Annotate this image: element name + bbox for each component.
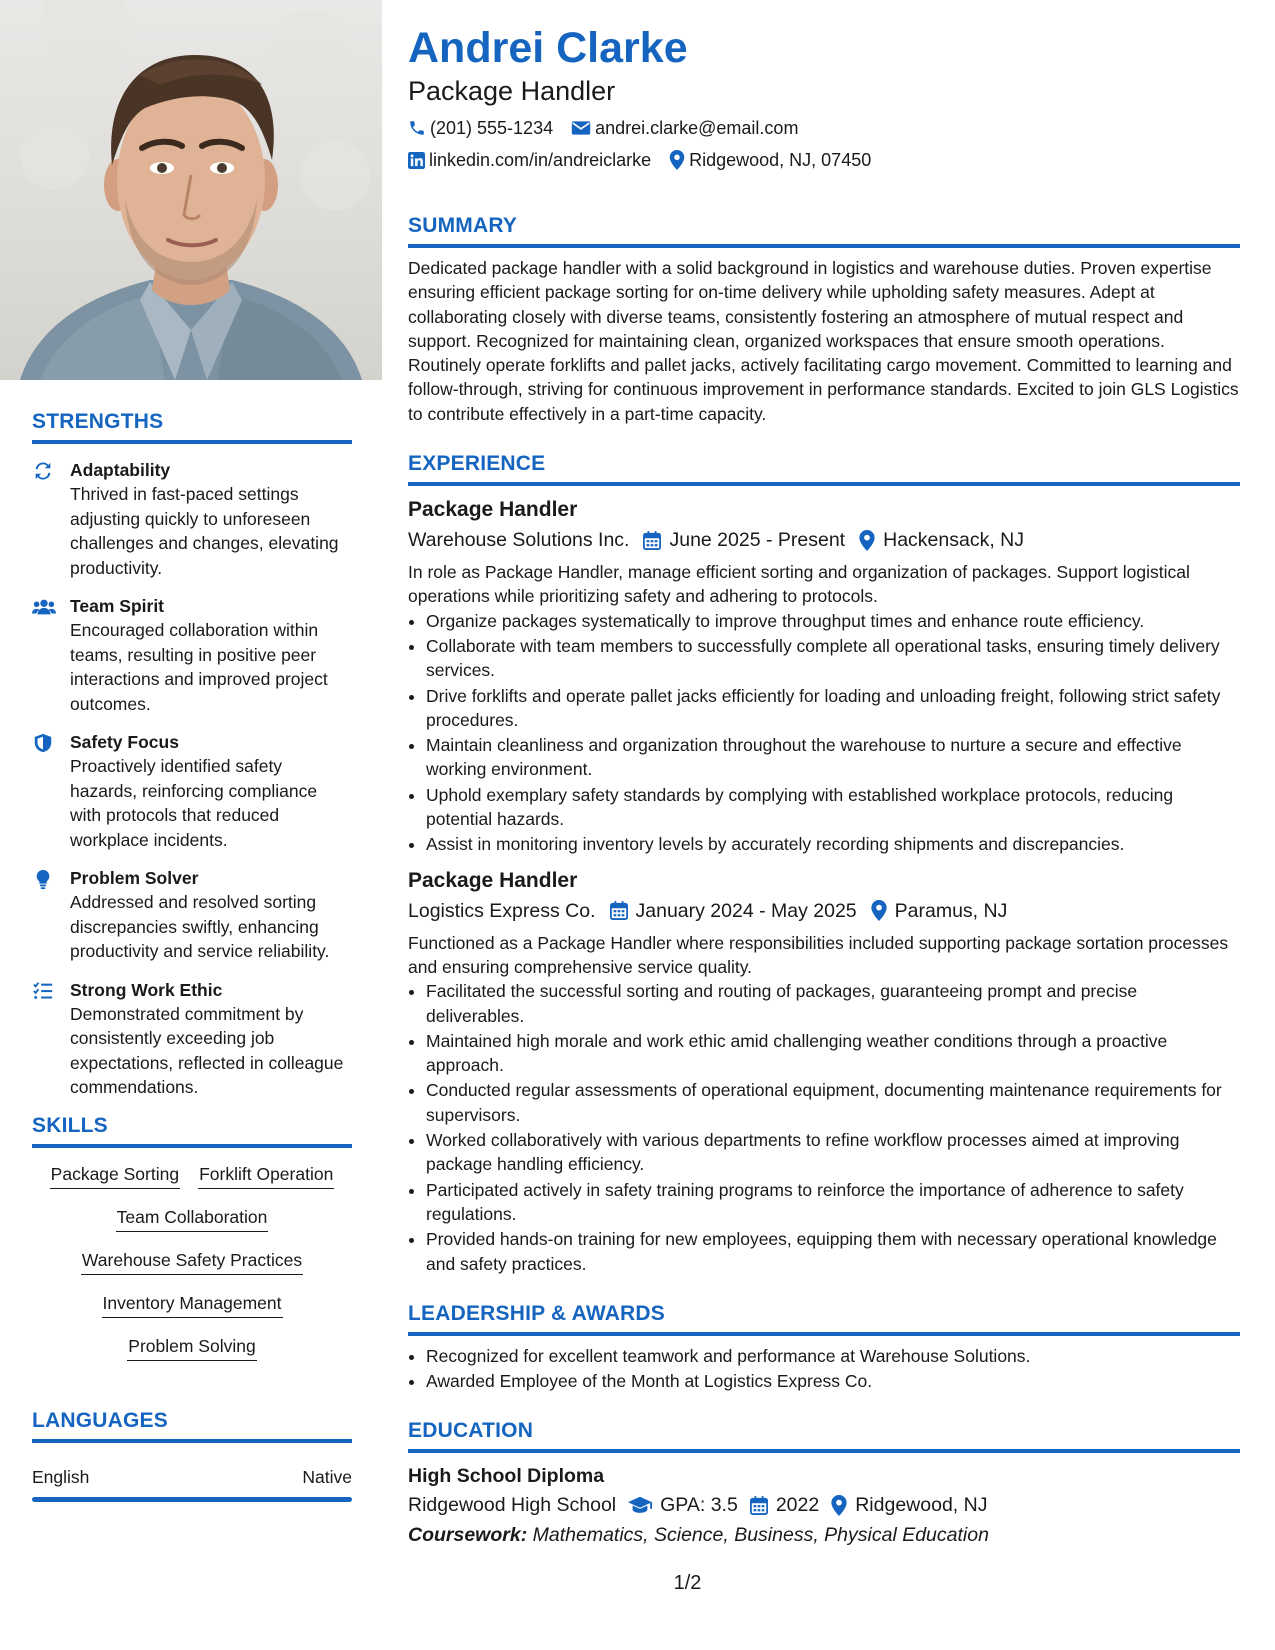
education-section bbox=[408, 1419, 1240, 1549]
map-pin-icon bbox=[831, 1495, 847, 1516]
skill-tag: Warehouse Safety Practices bbox=[81, 1248, 303, 1275]
education-gpa-wrap bbox=[628, 1491, 738, 1519]
skills-list bbox=[32, 1162, 352, 1361]
contact-phone bbox=[408, 116, 553, 140]
map-pin-icon bbox=[669, 150, 685, 170]
role-location: Hackensack, NJ bbox=[883, 529, 1024, 552]
role-meta bbox=[408, 897, 1240, 925]
strength-item bbox=[32, 978, 352, 1100]
linkedin-icon bbox=[408, 152, 425, 169]
coursework-label: Coursework: bbox=[408, 1524, 528, 1547]
candidate-name: Andrei Clarke bbox=[408, 24, 688, 72]
skill-tag: Inventory Management bbox=[102, 1291, 283, 1318]
phone-icon bbox=[408, 119, 426, 137]
location-text: Ridgewood, NJ, 07450 bbox=[689, 150, 872, 170]
bullet-item: • Assist in monitoring inventory levels by accurately recording shipments and discrepancies. bbox=[426, 832, 1240, 856]
role-location-wrap bbox=[859, 526, 1024, 554]
role-company: Warehouse Solutions Inc. bbox=[408, 529, 630, 552]
language-row bbox=[32, 1465, 352, 1489]
strength-item bbox=[32, 594, 352, 716]
summary-heading: SUMMARY bbox=[408, 214, 1240, 248]
education-location-wrap bbox=[831, 1491, 987, 1519]
education-meta bbox=[408, 1491, 1240, 1519]
role-company: Logistics Express Co. bbox=[408, 899, 596, 922]
summary-text: Dedicated package handler with a solid background in logistics and warehouse duties. Proven expertise ensuring efficient package sorting for on-time delivery while upholding safety measures. Adept at collaborating closely with diverse teams, consistently fostering an atmosphere of mutual respect and support. Recognized for maintaining clean, organized workspaces that ensure smooth operations. Routinely operate forklifts and pallet jacks, actively facilitating cargo movement. Committed to learning and follow-through, striving for continuous improvement in performance standards. Excited to join GLS Logistics to contribute effectively in a part-time capacity. bbox=[408, 258, 1239, 424]
bullet-item: • Worked collaboratively with various departments to refine workflow processes aimed at improving package handling efficiency. bbox=[426, 1128, 1240, 1177]
bullet-item: • Maintain cleanliness and organization throughout the warehouse to nurture a secure and effective working environment. bbox=[426, 733, 1240, 782]
strength-item bbox=[32, 458, 352, 580]
language-proficiency-bar bbox=[32, 1497, 352, 1502]
profile-photo bbox=[0, 0, 382, 380]
role-dates: January 2024 - May 2025 bbox=[635, 899, 857, 922]
strength-title: Adaptability bbox=[70, 460, 171, 480]
education-year-wrap bbox=[750, 1491, 819, 1519]
languages-heading: LANGUAGES bbox=[32, 1409, 352, 1443]
strength-item bbox=[32, 866, 352, 964]
coursework-text: Mathematics, Science, Business, Physical Education bbox=[532, 1524, 989, 1547]
strength-desc: Proactively identified safety hazards, reinforcing compliance with protocols that reduced workplace incidents. bbox=[70, 756, 318, 850]
education-gpa: GPA: 3.5 bbox=[660, 1494, 738, 1517]
experience-entry bbox=[408, 496, 1240, 857]
role-description: Functioned as a Package Handler where responsibilities included supporting package sortation processes and ensuring comprehensive service quality. bbox=[408, 932, 1229, 977]
awards-heading: LEADERSHIP & AWARDS bbox=[408, 1302, 1240, 1336]
map-pin-icon bbox=[871, 900, 887, 921]
bullet-item: • Collaborate with team members to successfully complete all operational tasks, ensuring timely delivery services. bbox=[426, 634, 1240, 683]
bullet-item: • Participated actively in safety training programs to reinforce the importance of adherence to safety regulations. bbox=[426, 1178, 1240, 1227]
role-location-wrap bbox=[871, 897, 1008, 925]
education-heading: EDUCATION bbox=[408, 1419, 1240, 1453]
language-level: Native bbox=[302, 1466, 352, 1487]
lightbulb-icon bbox=[32, 868, 54, 890]
phone-text: (201) 555-1234 bbox=[430, 118, 554, 138]
contact-line-1 bbox=[408, 116, 1240, 140]
education-year: 2022 bbox=[775, 1494, 820, 1517]
skill-tag: Team Collaboration bbox=[116, 1205, 269, 1232]
list-check-icon bbox=[32, 980, 54, 1002]
users-icon bbox=[32, 596, 54, 618]
shield-icon bbox=[32, 732, 54, 754]
strength-item bbox=[32, 730, 352, 852]
role-description: In role as Package Handler, manage efficient sorting and organization of packages. Support logistical operations while prioritizing safety and adhering to protocols. bbox=[408, 562, 1190, 607]
sync-icon bbox=[32, 460, 54, 482]
calendar-icon bbox=[610, 901, 628, 920]
skill-tag: Problem Solving bbox=[127, 1334, 256, 1361]
strength-title: Team Spirit bbox=[70, 596, 165, 616]
strength-title: Problem Solver bbox=[70, 868, 199, 888]
role-title: Package Handler bbox=[408, 498, 578, 522]
education-degree: High School Diploma bbox=[408, 1465, 605, 1488]
calendar-icon bbox=[750, 1496, 768, 1515]
bullet-item: • Organize packages systematically to improve throughput times and enhance route efficiency. bbox=[426, 609, 1240, 633]
envelope-icon bbox=[571, 120, 591, 136]
bullet-item: • Facilitated the successful sorting and routing of packages, guaranteeing prompt and precise deliverables. bbox=[426, 979, 1240, 1028]
role-location: Paramus, NJ bbox=[894, 899, 1008, 922]
strength-desc: Addressed and resolved sorting discrepancies swiftly, enhancing productivity and service reliability. bbox=[70, 892, 330, 961]
email-text[interactable]: andrei.clarke@email.com bbox=[595, 118, 799, 138]
contact-location bbox=[669, 148, 871, 172]
linkedin-text[interactable]: linkedin.com/in/andreiclarke bbox=[429, 150, 652, 170]
contact-line-2 bbox=[408, 148, 1240, 172]
education-school: Ridgewood High School bbox=[408, 1494, 617, 1517]
skill-tag: Package Sorting bbox=[50, 1162, 180, 1189]
role-bullets bbox=[408, 609, 1240, 857]
role-dates: June 2025 - Present bbox=[669, 529, 846, 552]
calendar-icon bbox=[643, 531, 661, 550]
role-dates-wrap bbox=[643, 526, 845, 554]
bullet-item: • Drive forklifts and operate pallet jacks efficiently for loading and unloading freight, following strict safety procedures. bbox=[426, 684, 1240, 733]
education-location: Ridgewood, NJ bbox=[855, 1494, 988, 1517]
left-content bbox=[32, 410, 352, 1502]
left-column bbox=[0, 0, 382, 1650]
experience-heading: EXPERIENCE bbox=[408, 452, 1240, 486]
bullet-item: • Conducted regular assessments of operational equipment, documenting maintenance requirements for supervisors. bbox=[426, 1078, 1240, 1127]
award-item: • Recognized for excellent teamwork and performance at Warehouse Solutions. bbox=[426, 1344, 1240, 1368]
experience-section bbox=[408, 452, 1240, 1276]
strength-desc: Demonstrated commitment by consistently exceeding job expectations, reflected in colleague commendations. bbox=[70, 1003, 344, 1097]
role-bullets bbox=[408, 979, 1240, 1276]
contact-linkedin[interactable] bbox=[408, 148, 651, 172]
contact-email[interactable] bbox=[571, 116, 798, 140]
awards-list bbox=[408, 1344, 1240, 1394]
role-title: Package Handler bbox=[408, 868, 578, 892]
strength-title: Safety Focus bbox=[70, 732, 179, 752]
role-meta bbox=[408, 526, 1240, 554]
bullet-item: • Maintained high morale and work ethic amid challenging weather conditions through a proactive approach. bbox=[426, 1029, 1240, 1078]
bullet-item: • Uphold exemplary safety standards by complying with established workplace protocols, reducing potential hazards. bbox=[426, 783, 1240, 832]
strength-title: Strong Work Ethic bbox=[70, 979, 223, 1000]
role-dates-wrap bbox=[610, 897, 857, 925]
awards-section bbox=[408, 1302, 1240, 1394]
strengths-list bbox=[32, 458, 352, 1100]
education-coursework bbox=[408, 1521, 1240, 1549]
strengths-heading: STRENGTHS bbox=[32, 410, 352, 444]
award-item: • Awarded Employee of the Month at Logistics Express Co. bbox=[426, 1369, 1240, 1393]
strength-desc: Thrived in fast-paced settings adjusting quickly to unforeseen challenges and changes, elevating productivity. bbox=[70, 484, 339, 578]
candidate-title: Package Handler bbox=[408, 76, 616, 106]
strength-desc: Encouraged collaboration within teams, resulting in positive peer interactions and improved project outcomes. bbox=[70, 620, 328, 714]
graduation-cap-icon bbox=[628, 1496, 652, 1514]
bullet-item: • Provided hands-on training for new employees, equipping them with necessary operational knowledge and safety practices. bbox=[426, 1227, 1240, 1276]
skill-tag: Forklift Operation bbox=[198, 1162, 334, 1189]
skills-heading: SKILLS bbox=[32, 1114, 352, 1148]
page-number: 1/2 bbox=[673, 1572, 702, 1594]
map-pin-icon bbox=[859, 530, 875, 551]
experience-entry bbox=[408, 867, 1240, 1276]
summary-section bbox=[408, 214, 1240, 426]
language-name: English bbox=[32, 1466, 90, 1487]
right-column bbox=[408, 22, 1240, 1549]
